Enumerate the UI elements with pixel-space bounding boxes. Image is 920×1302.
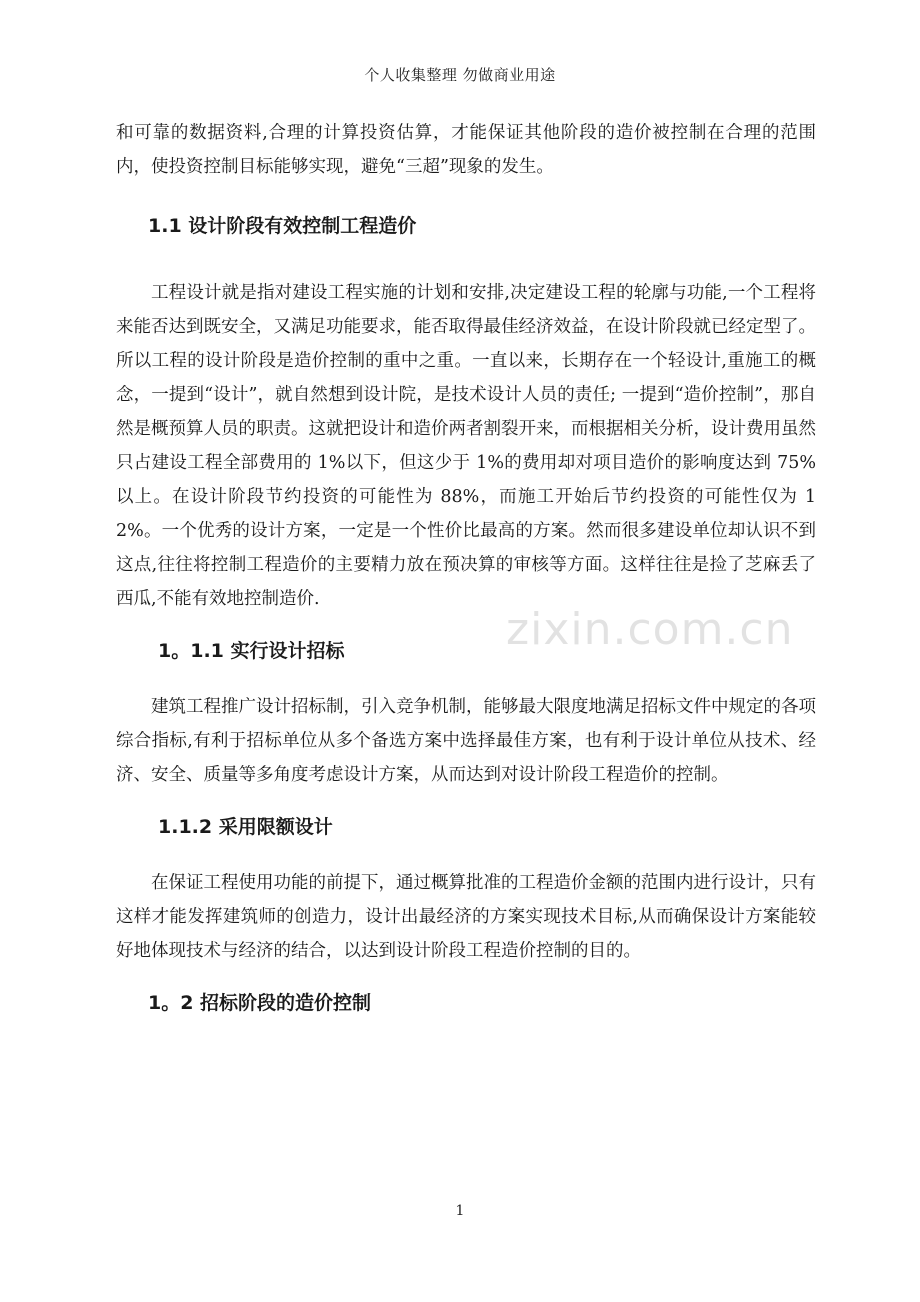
page-header-note: 个人收集整理 勿做商业用途: [364, 66, 556, 84]
paragraph-design-bidding: 建筑工程推广设计招标制，引入竞争机制，能够最大限度地满足招标文件中规定的各项综合指标,有利于招标单位从多个备选方案中选择最佳方案，也有利于设计单位从技术、经济、安全、质量等多角度考虑设计方案，从而达到对设计阶段工程造价的控制。: [116, 697, 816, 785]
paragraph-design-stage: 工程设计就是指对建设工程实施的计划和安排,决定建设工程的轮廓与功能,一个工程将来能否达到既安全，又满足功能要求，能否取得最佳经济效益，在设计阶段就已经定型了。所以工程的设计阶段是造价控制的重中之重。一直以来，长期存在一个轻设计,重施工的概念，一提到“设计”，就自然想到设计院，是技术设计人员的责任; 一提到“造价控制”，那自然是概预算人员的职责。这就把设计和造价两者割裂开来，而根据相关分析，设计费用虽然只占建设工程全部费用的 1%以下，但这少于 1%的费用却对项目造价的影响度达到 75%以上。在设计阶段节约投资的可能性为 88%，而施工开始后节约投资的可能性仅为 12%。一个优秀的设计方案，一定是一个性价比最高的方案。然而很多建设单位却认识不到这点,往往将控制工程造价的主要精力放在预决算的审核等方面。这样往往是捡了芝麻丢了西瓜,不能有效地控制造价.: [116, 283, 816, 609]
section-heading-1-2: 1。2 招标阶段的造价控制: [148, 992, 372, 1014]
paragraph-quota-design: 在保证工程使用功能的前提下，通过概算批准的工程造价金额的范围内进行设计，只有这样才能发挥建筑师的创造力，设计出最经济的方案实现技术目标,从而确保设计方案能较好地体现技术与经济的结合，以达到设计阶段工程造价控制的目的。: [116, 873, 816, 961]
page-number: 1: [455, 1203, 465, 1219]
paragraph-continuation: 和可靠的数据资料,合理的计算投资估算，才能保证其他阶段的造价被控制在合理的范围内，使投资控制目标能够实现，避免“三超”现象的发生。: [116, 123, 816, 177]
section-heading-1-1: 1.1 设计阶段有效控制工程造价: [148, 215, 417, 237]
watermark-text: zixin.com.cn: [506, 604, 794, 655]
document-body: [116, 116, 816, 1018]
section-heading-1-1-1: 1。1.1 实行设计招标: [158, 640, 345, 662]
section-heading-1-1-2: 1.1.2 采用限额设计: [158, 816, 333, 838]
